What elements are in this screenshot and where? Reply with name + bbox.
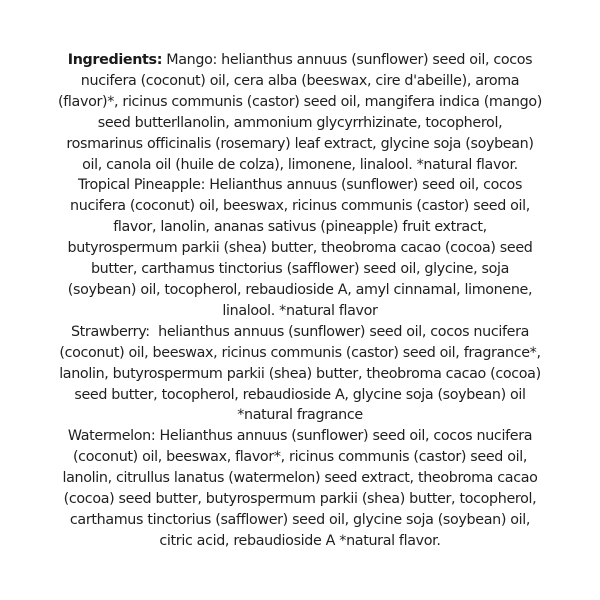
ingredients-text-block <box>58 50 546 552</box>
strawberry-ingredients: Strawberry: helianthus annuus (sunflower) seed oil, cocos nucifera (coconut) oil, beeswax, ricinus communis (castor) seed oil, fragrance*, lanolin, butyrospermum parkii (shea) butter, theobroma cacao (cocoa) seed butter, tocopherol, rebaudioside A, glycine soja (soybean) oil *natural fragrance <box>59 323 546 424</box>
tropical-pineapple-ingredients: Tropical Pineapple: Helianthus annuus (sunflower) seed oil, cocos nucifera (coconut) oil, beeswax, ricinus communis (castor) seed oil, flavor, lanolin, ananas sativus (pineapple) fruit extract, butyrospermum parkii (shea) butter, theobroma cacao (cocoa) seed butter, carthamus tinctorius (safflower) seed oil, glycine, soja (soybean) oil, tocopherol, rebaudioside A, amyl cinnamal, limonene, linalool. *natural flavor <box>67 177 533 319</box>
watermelon-ingredients: Watermelon: Helianthus annuus (sunflower) seed oil, cocos nucifera (coconut) oil, beeswax, flavor*, ricinus communis (castor) seed oil, lanolin, citrullus lanatus (watermelon) seed extract, theobroma cacao (cocoa) seed butter, butyrospermum parkii (shea) butter, tocopherol, carthamus tinctorius (safflower) seed oil, glycine soja (soybean) oil, citric acid, rebaudioside A *natural flavor. <box>62 428 538 549</box>
ingredients-heading: Ingredients: <box>67 52 163 68</box>
mango-ingredients-text: Mango: helianthus annuus (sunflower) seed oil, cocos nucifera (coconut) oil, cera alba (beeswax, cire d'abeille), aroma (flavor)*, ricinus communis (castor) seed oil, mangifera indica (mango) seed butterllanolin, ammonium glycyrrhizinate, tocopherol, rosmarinus officinalis (rosemary) leaf extract, glycine soja (soybean) oil, canola oil (huile de colza), limonene, linalool. *natural flavor. <box>58 52 542 173</box>
mango-ingredients <box>58 50 542 175</box>
